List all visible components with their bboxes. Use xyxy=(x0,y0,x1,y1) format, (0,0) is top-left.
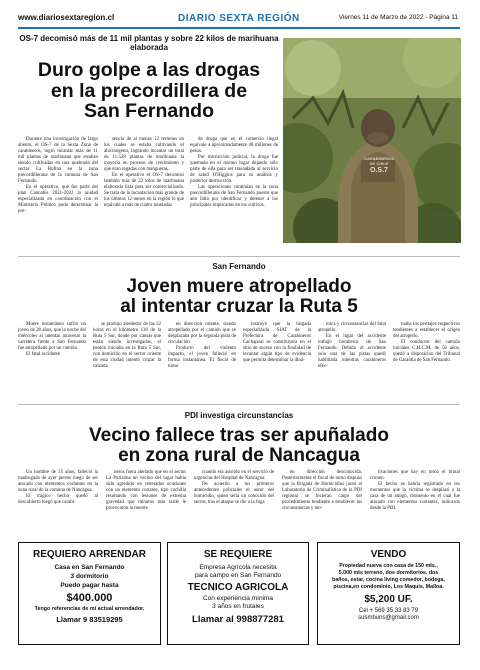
classified-ad-job xyxy=(167,542,309,645)
story3-column xyxy=(194,470,274,506)
story3-column xyxy=(106,470,186,512)
ad-line: Con experiencia mínima xyxy=(202,595,274,602)
ad-line: Tengo referencias de mi actual arrendador. xyxy=(34,606,145,612)
ad-line: Empresa Agrícola necesita xyxy=(199,564,277,571)
paragraph: tivaciones que hay en torno el brutal crimen. xyxy=(370,470,460,482)
ad-line: Casa en San Fernando xyxy=(54,564,125,571)
section-divider xyxy=(18,256,460,257)
classified-ad-sale xyxy=(317,542,460,645)
ad-line: 5.000 mts terreno, dos dormitorios, dos xyxy=(338,570,439,576)
story1-headline-line: Duro golpe a las drogas xyxy=(37,59,261,81)
story1-column xyxy=(104,137,184,209)
paragraph: mica y circunstancias del fatal atropello. xyxy=(318,322,386,334)
paragraph: de droga que en el comercio ilegal equivale a aproximadamente 40 millones de pesos. xyxy=(190,137,278,155)
paragraph: Producto del violento impacto, el joven falleció en forma instantánea. El fiscal de turno xyxy=(168,346,236,370)
story3-kicker: PDI investiga circunstancias xyxy=(184,411,294,420)
ad-price: $5,200 UF. xyxy=(364,594,413,605)
ad-line: baños, estar, cocina living comedor, bodega, xyxy=(332,577,445,583)
ad-line: Puedo pagar hasta xyxy=(60,582,119,589)
paragraph: Las operaciones continúan en la zona precordillerana de San Fernando puesto que aún falta por identificar y detener a los principales implicados en los cultivos. xyxy=(190,185,278,209)
story1-kicker: OS-7 decomisó más de 11 mil plantas y sobre 22 kilos de marihuana elaborada xyxy=(19,34,279,52)
story2-column xyxy=(318,322,386,370)
story1-column xyxy=(18,137,98,215)
story2-column xyxy=(168,322,236,370)
paragraph: en dirección desconocida. Posteriormente el fiscal de turno dispuso que la Brigada de Homicidios junto al Laboratorio de Criminalística de la PDI regional se hicieran cargo del procedimiento tendiente a establecer las circunstancias y mo- xyxy=(282,470,362,512)
paragraph: Durante una investigación de largo aliento, el OS-7 de la Sexta Zona de carabineros, logró incautar más de 11 mil plantas de marihuana que estaban siendo cultivadas en una quebrada del sector La Rufina en la zona precordillerana de la comuna de San Fernando. xyxy=(18,137,98,185)
story3-column xyxy=(282,470,362,512)
paragraph: se produjo alrededor de las 22 horas en el kilómetro 136 de la Ruta 5 Sur, donde por causas que están siendo investigadas, el peatón iniciaba en la Ruta 5 Sur, con domicilio en el sector oriente de esta ciudad intentó cruzar la calzada xyxy=(93,322,161,370)
site-url[interactable]: www.diariosextaregion.cl xyxy=(18,13,115,22)
paragraph: cuando era asistido en el servicio de urgencias del Hospital de Nancagua. xyxy=(194,470,274,482)
story1-photo xyxy=(283,38,461,243)
ad-price: $400.000 xyxy=(66,592,113,604)
ad-phone[interactable]: Llamar al 998877281 xyxy=(192,614,284,625)
story2-headline-line: al intentar cruzar la Ruta 5 xyxy=(120,296,358,318)
ad-phone[interactable]: Llamar 9 83519295 xyxy=(56,615,123,624)
paragraph: neros fuera alertado que en el sector La Purísima un vecino del lugar había sido agredido en reiteradas ocasiones con un elemento cortante, tipo cuchilla resultando con lesiones de extrema gravedad que minutos más tarde le provocaron la muerte xyxy=(106,470,186,512)
story2-column xyxy=(18,322,86,358)
story2-column xyxy=(393,322,460,364)
ad-line: 3 años en frutales xyxy=(212,603,264,610)
story3-column xyxy=(18,470,98,506)
page-header xyxy=(0,0,480,30)
paragraph: Por instrucción judicial, la droga fue quemada en el mismo lugar dejando sólo parte de ella para ser trasladada al servicio de salud O'Higgins para su análisis y posterior destrucción. xyxy=(190,155,278,185)
section-divider xyxy=(18,404,460,405)
paragraph: tuaba los peritajes respectivos tendientes a establecer el origen del atropello. xyxy=(393,322,460,340)
paragraph: El hecho se habría registrado en los momentos que la víctima se desplazó a la casa de un amigo, momento en el cual fue atacado con elementos cortantes, indicaron desde la PDI. xyxy=(370,482,460,512)
paragraph: De acuerdo a los primeros antecedentes policiales el autor del homicidio, quien sería un conocido del sector, tras el ataque se dio a la fuga xyxy=(194,482,274,506)
ad-phone[interactable]: Cel + 569 35 33 83 79 xyxy=(358,608,419,614)
issue-date-page: Viernes 11 de Marzo de 2022 - Página 11 xyxy=(338,14,458,21)
paragraph: instruyó que la brigada especializada SIAT de la Prefectura de Carabineros Cachapoal se constituyera en el sitio de suceso con la finalidad de levantar algún tipo de evidencia que permita determinar la diná- xyxy=(243,322,311,364)
story1-headline-line: en la precordillera de xyxy=(50,79,248,102)
story3-headline-line: Vecino fallece tras ser apuñalado xyxy=(89,425,389,446)
paragraph: En el operativo el OS-7 decomisó también más de 22 kilos de marihuana elaborada lista para ser comercializada. Se trata de la incautación más grande de los últimos 12 meses en la región lo que equivale a más de cuatro toneladas xyxy=(104,173,184,209)
ad-title: REQUIERO ARRENDAR xyxy=(33,549,146,560)
ad-line: Propiedad nueva con casa de 150 mts., xyxy=(339,563,438,569)
paragraph: En el operativo, que fue parte del plan Cannabis 2021-2022 la unidad especializada en coordinación con el Ministerio Público pudo determinar la pre- xyxy=(18,185,98,215)
paragraph: Muere instantáneo sufrió un joven de 28 años, que la noche del miércoles al intentar atravesar la carretera frente a San Fernando fue atropellado por un camión. xyxy=(18,322,86,352)
ad-title: SE REQUIERE xyxy=(203,549,273,560)
paragraph: El conductor del camión iniciales C.H.C.M. de 56 años, quedó a disposición del Tribunal de Garantía de San Fernando. xyxy=(393,340,460,364)
vest-badge-text: O.S.7 xyxy=(370,167,388,174)
story1-headline-line: San Fernando xyxy=(83,100,215,123)
ad-line: para campo en San Fernando xyxy=(194,572,282,579)
story2-kicker: San Fernando xyxy=(212,262,266,271)
paragraph: sencia de al menos 12 terrenos en los cuales se estaba cultivando el alucinógeno, logrando incautar un total de 11.528 plantas de marihuana la mayoría en proceso de crecimiento y que eran regadas con mangueras. xyxy=(104,137,184,173)
officer-in-field-photo xyxy=(283,38,461,243)
paragraph: En el lugar del accidente trabajó bomberos de San Fernando. Debido al accidente solo una de las pistas quedó habilitada mientras carabineros efec- xyxy=(318,334,386,370)
ad-email[interactable]: susmbuns@gmail.com xyxy=(358,615,419,621)
story3-column xyxy=(370,470,460,512)
story1-headline xyxy=(18,60,280,122)
paragraph: Un hombre de 35 años, falleció la madrugada de ayer jueves luego de ser atacado con elementos cortantes en la zona rural de la comuna de Nancagua. xyxy=(18,470,98,494)
vest-text: CARABINEROS DE CHILE xyxy=(364,156,394,166)
header-divider xyxy=(18,27,460,29)
ad-title: VENDO xyxy=(370,549,407,560)
ad-position: TECNICO AGRICOLA xyxy=(187,582,289,593)
story2-column xyxy=(93,322,161,370)
story3-headline xyxy=(18,426,460,466)
paragraph: El trágico hecho quedó al descubierto luego que carabi- xyxy=(18,494,98,506)
classified-ad-rent xyxy=(18,542,161,645)
story3-headline-line: en zona rural de Nancagua xyxy=(118,445,360,467)
story1-column xyxy=(190,137,278,209)
story2-column xyxy=(243,322,311,364)
story2-headline-line: Joven muere atropellado xyxy=(126,276,352,297)
paragraph: El fatal accidente xyxy=(26,352,60,358)
ad-line: piscina,en condominio, Los Maquis, Malloa. xyxy=(333,584,444,590)
story2-headline xyxy=(18,277,460,317)
ad-line: 3 dormitorio xyxy=(70,573,109,580)
newspaper-name: DIARIO SEXTA REGIÓN xyxy=(178,13,300,24)
paragraph: en dirección oriente, siendo atropellado por el camión que se desplazaba por la segunda pista de circulación. xyxy=(168,322,236,346)
